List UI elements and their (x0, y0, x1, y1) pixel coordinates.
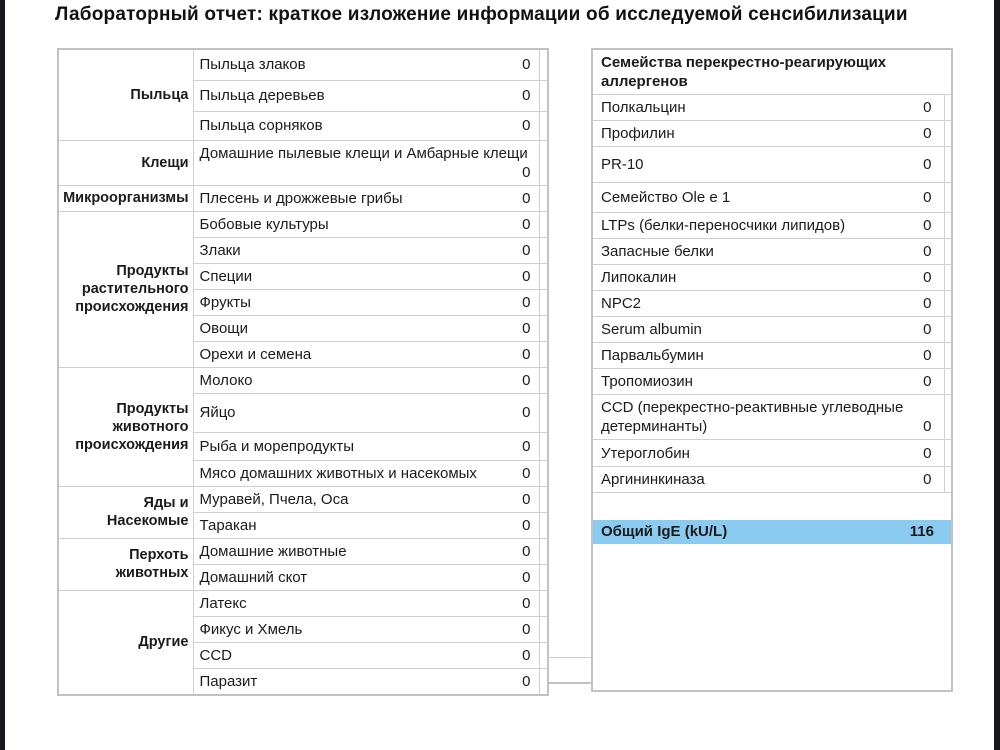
table-row (592, 213, 952, 239)
family-cell (592, 291, 944, 317)
allergen-value: 0 (522, 163, 531, 181)
spacer-cell (539, 111, 548, 140)
cross-reactive-families-header: Семейства перекрестно-реагирующих аллергенов (592, 49, 952, 95)
family-label: Аргининкиназа (601, 471, 705, 488)
spacer-cell (944, 265, 952, 291)
spacer-cell (539, 315, 548, 341)
allergen-cell (193, 590, 539, 616)
allergen-value: 0 (522, 345, 531, 363)
family-value: 0 (923, 217, 932, 234)
allergen-value: 0 (522, 267, 531, 285)
allergen-cell (193, 237, 539, 263)
family-label: Липокалин (601, 269, 677, 286)
spacer-cell (539, 512, 548, 538)
family-value: 0 (923, 471, 932, 488)
allergen-value: 0 (522, 620, 531, 638)
allergen-value: 0 (522, 516, 531, 534)
allergen-cell (193, 486, 539, 512)
family-cell (592, 317, 944, 343)
screen-edge-right-bar (994, 0, 1000, 750)
spacer-cell (539, 432, 548, 460)
screen-edge-left-bar (0, 0, 5, 750)
family-cell (592, 343, 944, 369)
allergen-cell (193, 140, 539, 185)
table-row (58, 185, 548, 211)
family-value: 0 (923, 99, 932, 116)
family-label: Утероглобин (601, 444, 690, 462)
table-row (592, 395, 952, 440)
allergen-cell (193, 512, 539, 538)
family-value: 0 (923, 321, 932, 338)
allergen-label: Паразит (199, 672, 258, 690)
spacer-row (592, 493, 952, 520)
table-row (592, 121, 952, 147)
family-value: 0 (923, 156, 932, 173)
allergen-cell (193, 289, 539, 315)
category-cell: Клещи (58, 140, 193, 185)
family-label: Профилин (601, 125, 675, 142)
family-value: 0 (923, 295, 932, 312)
allergen-label: Овощи (199, 319, 249, 337)
allergen-value: 0 (522, 293, 531, 311)
family-label: Полкальцин (601, 99, 686, 116)
allergen-cell (193, 668, 539, 695)
family-cell (592, 147, 944, 183)
allergen-cell (193, 616, 539, 642)
allergen-cell (193, 211, 539, 237)
allergen-label: Орехи и семена (199, 345, 312, 363)
family-label: Семейство Ole e 1 (601, 189, 731, 206)
family-value: 0 (923, 243, 932, 260)
table-row (592, 239, 952, 265)
allergen-value: 0 (522, 404, 531, 421)
family-cell (592, 121, 944, 147)
family-label: Парвальбумин (601, 347, 704, 364)
family-cell (592, 183, 944, 213)
allergen-label: CCD (199, 646, 232, 664)
spacer-cell (539, 538, 548, 564)
allergen-value: 0 (522, 241, 531, 259)
spacer-cell (539, 590, 548, 616)
spacer-cell (944, 213, 952, 239)
allergen-cell (193, 564, 539, 590)
category-cell: Яды и Насекомые (58, 486, 193, 538)
spacer-cell (944, 369, 952, 395)
spacer-cell (944, 317, 952, 343)
allergen-label: Пыльца деревьев (199, 87, 325, 104)
family-value: 0 (923, 444, 932, 462)
table-row (58, 211, 548, 237)
spacer-cell (539, 564, 548, 590)
allergen-value: 0 (522, 189, 531, 207)
empty-cell (592, 493, 952, 520)
allergen-cell (193, 263, 539, 289)
allergen-value: 0 (522, 464, 531, 482)
allergen-cell (193, 642, 539, 668)
spacer-cell (539, 393, 548, 432)
table-connector-line (547, 657, 591, 684)
table-row (58, 367, 548, 393)
family-label: Serum albumin (601, 321, 702, 338)
allergen-label: Домашний скот (199, 568, 308, 586)
table-row (592, 95, 952, 121)
spacer-cell (944, 343, 952, 369)
allergen-value: 0 (522, 437, 531, 455)
table-row (58, 590, 548, 616)
spacer-cell (539, 289, 548, 315)
allergen-value: 0 (522, 646, 531, 664)
family-cell (592, 467, 944, 493)
family-value: 0 (923, 418, 932, 435)
table-row (592, 369, 952, 395)
allergen-label: Муравей, Пчела, Оса (199, 490, 349, 508)
allergen-cell (193, 432, 539, 460)
allergen-value: 0 (522, 594, 531, 612)
allergen-value: 0 (522, 319, 531, 337)
family-label: Тропомиозин (601, 373, 693, 390)
filler-row (592, 544, 952, 691)
allergen-label: Фикус и Хмель (199, 620, 303, 638)
allergen-value: 0 (522, 117, 531, 134)
table-row (58, 140, 548, 185)
total-ige-row (592, 520, 952, 544)
allergen-cell (193, 367, 539, 393)
allergen-label: Бобовые культуры (199, 215, 329, 233)
allergen-cell (193, 341, 539, 367)
category-cell: Продукты растительного происхождения (58, 211, 193, 367)
category-cell: Перхоть животных (58, 538, 193, 590)
allergen-cell (193, 315, 539, 341)
family-label: PR-10 (601, 156, 644, 173)
spacer-cell (944, 291, 952, 317)
allergen-cell (193, 538, 539, 564)
sensitization-categories-table (57, 48, 549, 696)
allergen-label: Рыба и морепродукты (199, 437, 355, 455)
spacer-cell (944, 147, 952, 183)
spacer-cell (539, 140, 548, 185)
total-ige-label: Общий IgE (kU/L) (601, 523, 728, 540)
family-cell (592, 213, 944, 239)
spacer-cell (539, 367, 548, 393)
allergen-cell (193, 460, 539, 486)
family-cell (592, 239, 944, 265)
allergen-label: Фрукты (199, 293, 251, 311)
family-cell (592, 395, 944, 440)
allergen-value: 0 (522, 56, 531, 74)
family-value: 0 (923, 125, 932, 142)
allergen-label: Яйцо (199, 404, 236, 421)
allergen-cell (193, 393, 539, 432)
table-row (58, 49, 548, 80)
spacer-cell (944, 467, 952, 493)
spacer-cell (944, 183, 952, 213)
total-ige-cell (592, 520, 952, 544)
allergen-label: Злаки (199, 241, 241, 259)
family-cell (592, 369, 944, 395)
empty-cell (592, 544, 952, 691)
table-row (592, 183, 952, 213)
table-row (592, 467, 952, 493)
family-label: CCD (перекрестно-реактивные углеводные детерминанты) (601, 399, 904, 435)
table-row (592, 147, 952, 183)
table-row (592, 265, 952, 291)
allergen-cell (193, 111, 539, 140)
spacer-cell (539, 237, 548, 263)
allergen-value: 0 (522, 672, 531, 690)
allergen-label: Пыльца сорняков (199, 117, 323, 134)
family-value: 0 (923, 373, 932, 390)
table-row (592, 291, 952, 317)
spacer-cell (539, 341, 548, 367)
allergen-label: Домашние животные (199, 542, 347, 560)
family-value: 0 (923, 347, 932, 364)
allergen-label: Таракан (199, 516, 257, 534)
allergen-value: 0 (522, 568, 531, 586)
family-label: Запасные белки (601, 243, 714, 260)
category-cell: Другие (58, 590, 193, 695)
allergen-value: 0 (522, 87, 531, 104)
spacer-cell (944, 239, 952, 265)
table-row (592, 317, 952, 343)
spacer-cell (944, 121, 952, 147)
category-cell: Микроорганизмы (58, 185, 193, 211)
allergen-label: Специи (199, 267, 253, 285)
family-value: 0 (923, 269, 932, 286)
spacer-cell (539, 460, 548, 486)
allergen-label: Латекс (199, 594, 247, 612)
allergen-value: 0 (522, 542, 531, 560)
allergen-label: Домашние пылевые клещи и Амбарные клещи (199, 144, 528, 162)
table-row (592, 440, 952, 467)
family-cell (592, 95, 944, 121)
spacer-cell (539, 80, 548, 111)
spacer-cell (944, 395, 952, 440)
family-cell (592, 440, 944, 467)
allergen-value: 0 (522, 215, 531, 233)
allergen-cell (193, 49, 539, 80)
table-row (592, 343, 952, 369)
allergen-cell (193, 185, 539, 211)
allergen-value: 0 (522, 490, 531, 508)
category-cell: Продукты животного происхождения (58, 367, 193, 486)
cross-reactive-families-table (591, 48, 953, 692)
spacer-cell (539, 185, 548, 211)
spacer-cell (944, 440, 952, 467)
spacer-cell (539, 486, 548, 512)
family-value: 0 (923, 189, 932, 206)
family-cell (592, 265, 944, 291)
category-cell: Пыльца (58, 49, 193, 140)
spacer-cell (944, 95, 952, 121)
page-title: Лабораторный отчет: краткое изложение информации об исследуемой сенсибилизации (55, 4, 908, 25)
family-label: NPC2 (601, 295, 642, 312)
table-row (58, 486, 548, 512)
allergen-value: 0 (522, 371, 531, 389)
spacer-cell (539, 49, 548, 80)
allergen-cell (193, 80, 539, 111)
allergen-label: Плесень и дрожжевые грибы (199, 189, 403, 207)
table-row (58, 538, 548, 564)
spacer-cell (539, 616, 548, 642)
spacer-cell (539, 211, 548, 237)
family-label: LTPs (белки-переносчики липидов) (601, 217, 846, 234)
allergen-label: Молоко (199, 371, 253, 389)
spacer-cell (539, 263, 548, 289)
allergen-label: Пыльца злаков (199, 56, 306, 74)
allergen-label: Мясо домашних животных и насекомых (199, 464, 477, 482)
total-ige-value: 116 (909, 523, 934, 540)
table-header-row (592, 49, 952, 95)
